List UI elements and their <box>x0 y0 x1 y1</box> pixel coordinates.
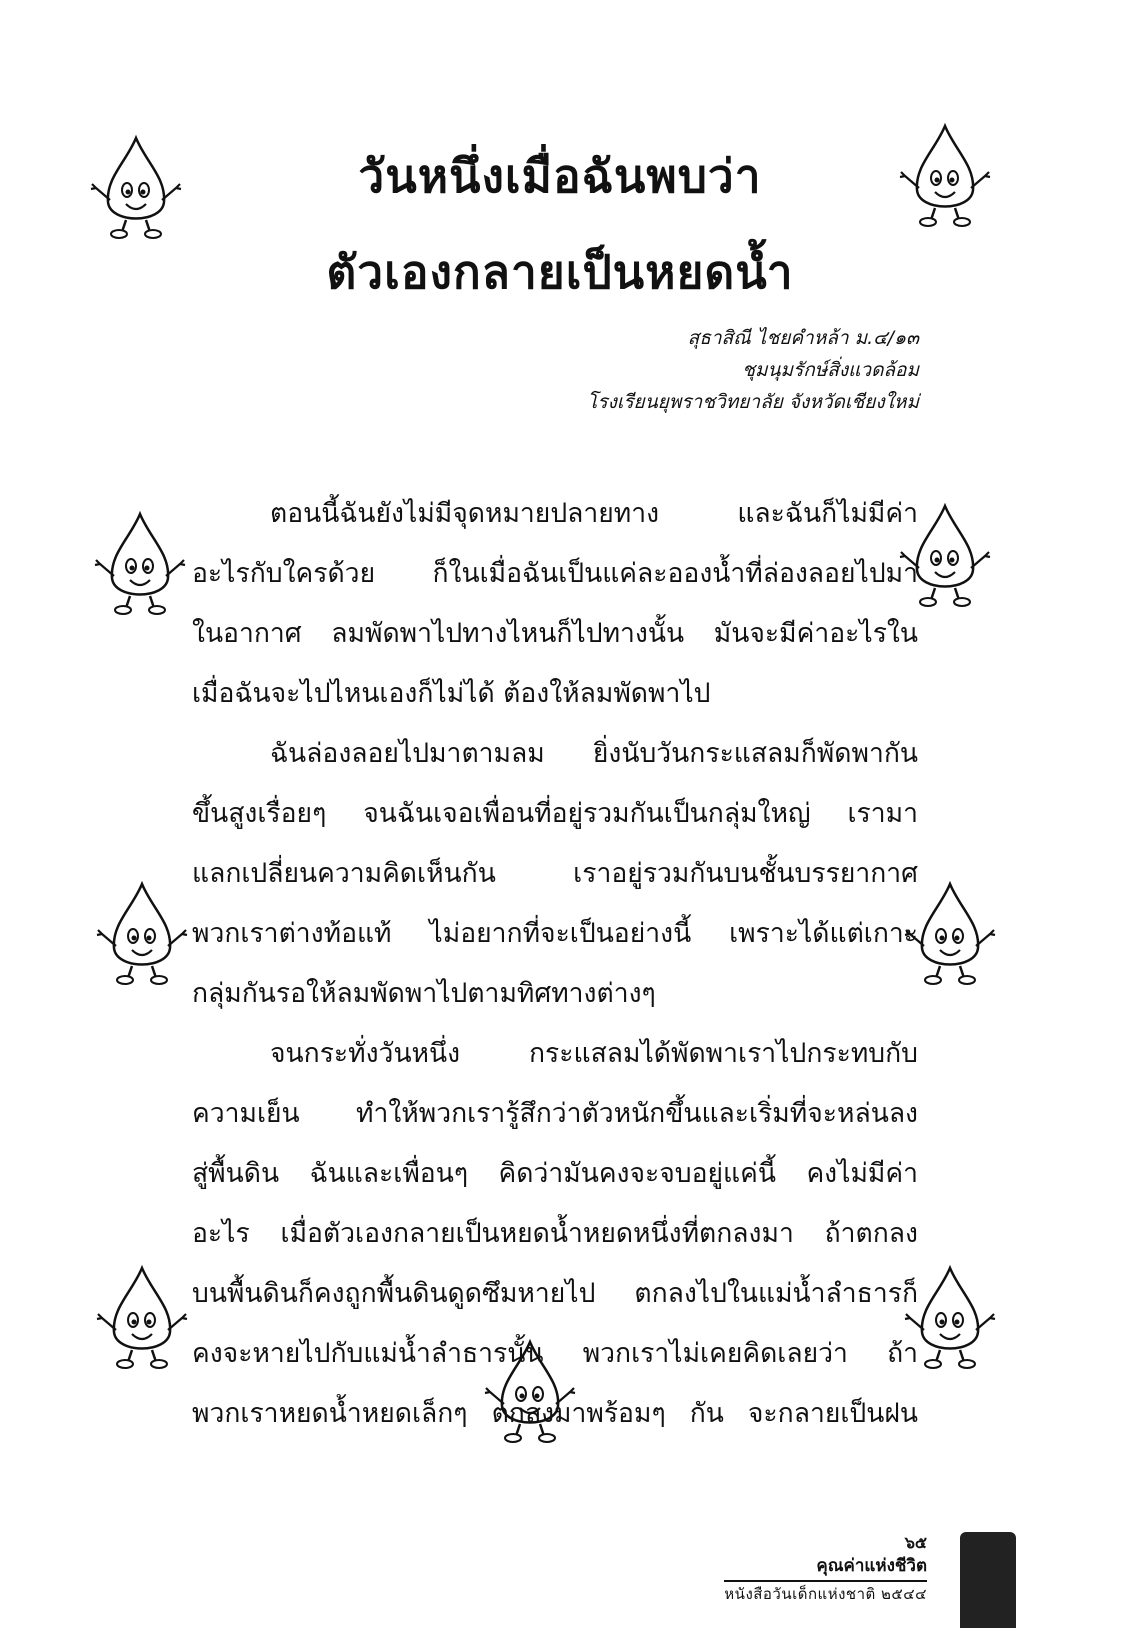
author-school: โรงเรียนยุพราชวิทยาลัย จังหวัดเชียงใหม่ <box>587 391 919 413</box>
book-title: คุณค่าแห่งชีวิต <box>724 1554 927 1582</box>
book-subtitle: หนังสือวันเด็กแห่งชาติ ๒๕๔๔ <box>724 1585 927 1603</box>
title-line-2: ตัวเองกลายเป็นหยดน้ำ <box>326 245 794 299</box>
water-drop-mascot-icon <box>90 508 190 618</box>
water-drop-mascot-icon <box>92 1262 192 1372</box>
text-line: ความเย็น ทำให้พวกเรารู้สึกว่าตัวหนักขึ้นและเริ่มที่จะหล่นลง <box>192 1098 918 1129</box>
water-drop-mascot-icon <box>86 132 186 242</box>
paragraph-3 <box>192 1024 918 1444</box>
page-title <box>180 128 940 320</box>
text-line: เมื่อฉันจะไปไหนเองก็ไม่ได้ ต้องให้ลมพัดพาไป <box>192 678 711 709</box>
footer-photo <box>960 1532 1016 1628</box>
text-line: พวกเราต่างท้อแท้ ไม่อยากที่จะเป็นอย่างนี้ เพราะได้แต่เกาะ <box>192 918 918 949</box>
text-line: กลุ่มกันรอให้ลมพัดพาไปตามทิศทางต่างๆ <box>192 978 656 1009</box>
page-footer <box>724 1532 927 1606</box>
text-line: พวกเราหยดน้ำหยดเล็กๆ ตกลงมาพร้อมๆ กัน จะกลายเป็นฝน <box>192 1398 918 1429</box>
text-line: สู่พื้นดิน ฉันและเพื่อนๆ คิดว่ามันคงจะจบอยู่แค่นี้ คงไม่มีค่า <box>192 1158 918 1189</box>
author-name: สุธาสิณี ไชยคำหล้า ม.๔/๑๓ <box>687 327 919 349</box>
water-drop-mascot-icon <box>92 878 192 988</box>
text-line: คงจะหายไปกับแม่น้ำลำธารนั้น พวกเราไม่เคยคิดเลยว่า ถ้า <box>192 1338 918 1369</box>
title-line-1: วันหนึ่งเมื่อฉันพบว่า <box>358 149 762 203</box>
paragraph-2 <box>192 724 918 1024</box>
text-line: แลกเปลี่ยนความคิดเห็นกัน เราอยู่รวมกันบนชั้นบรรยากาศ <box>192 858 918 889</box>
text-line: บนพื้นดินก็คงถูกพื้นดินดูดซึมหายไป ตกลงไปในแม่น้ำลำธารก็ <box>192 1278 918 1309</box>
text-line: ฉันล่องลอยไปมาตามลม ยิ่งนับวันกระแสลมก็พัดพากัน <box>270 738 918 769</box>
text-line: อะไร เมื่อตัวเองกลายเป็นหยดน้ำหยดหนึ่งที่ตกลงมา ถ้าตกลง <box>192 1218 918 1249</box>
text-line: ตอนนี้ฉันยังไม่มีจุดหมายปลายทาง และฉันก็ไม่มีค่า <box>270 498 918 529</box>
text-line: ในอากาศ ลมพัดพาไปทางไหนก็ไปทางนั้น มันจะมีค่าอะไรใน <box>192 618 918 649</box>
article-body <box>192 484 918 1444</box>
text-line: ขึ้นสูงเรื่อยๆ จนฉันเจอเพื่อนที่อยู่รวมกันเป็นกลุ่มใหญ่ เรามา <box>192 798 918 829</box>
author-club: ชุมนุมรักษ์สิ่งแวดล้อม <box>742 359 919 381</box>
author-block <box>319 322 919 418</box>
text-line: จนกระทั่งวันหนึ่ง กระแสลมได้พัดพาเราไปกระทบกับ <box>270 1038 918 1069</box>
paragraph-1 <box>192 484 918 724</box>
page-number: ๖๕ <box>904 1533 927 1552</box>
text-line: อะไรกับใครด้วย ก็ในเมื่อฉันเป็นแค่ละอองน้ำที่ล่องลอยไปมา <box>192 558 918 589</box>
